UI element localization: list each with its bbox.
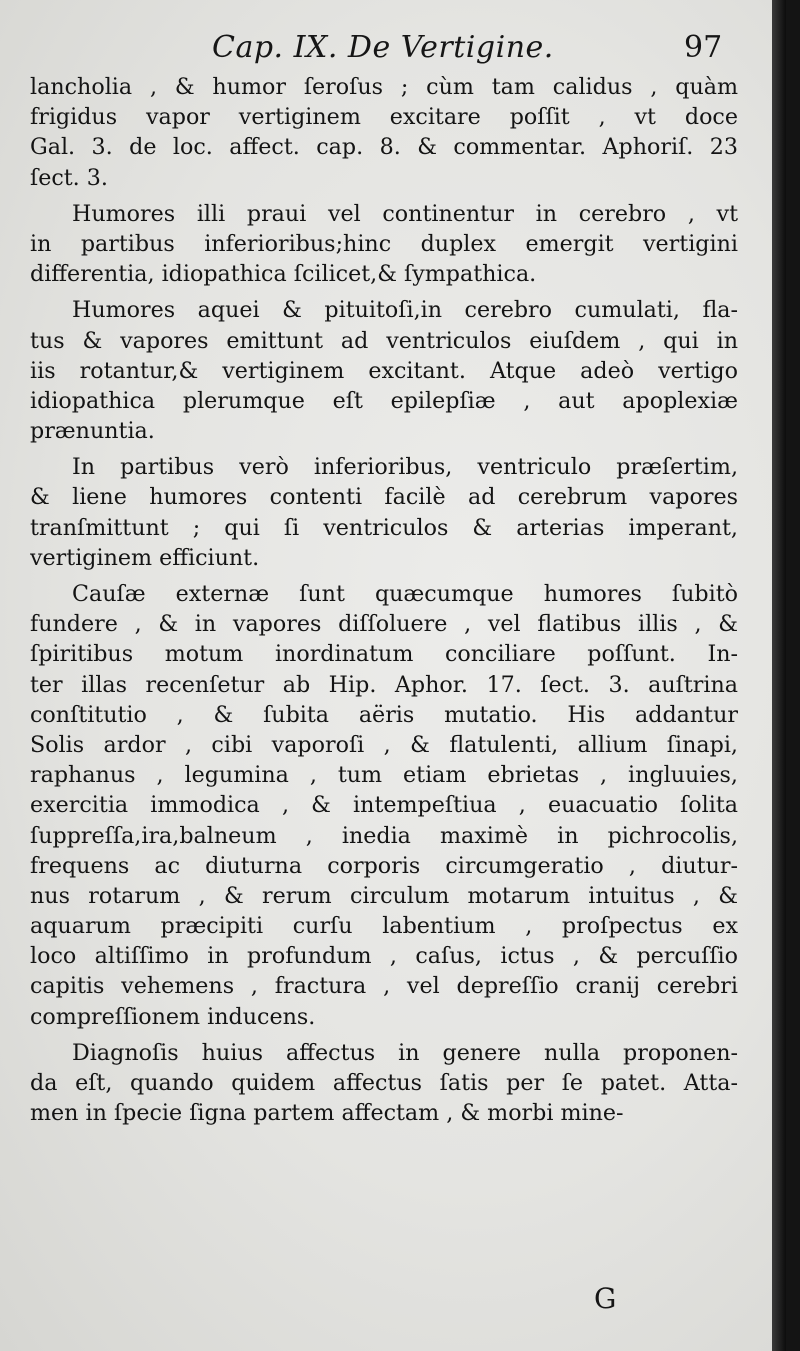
text-line: Humores illi praui vel continentur in cerebro , vt bbox=[72, 200, 738, 227]
text-line: In partibus verò inferioribus, ventriculo præſertim, bbox=[72, 454, 738, 481]
text-line: in partibus inferioribus;hinc duplex emergit vertigini bbox=[30, 230, 738, 257]
text-line: lancholia , & humor ſeroſus ; cùm tam calidus , quàm bbox=[30, 74, 738, 100]
page-edge-shadow bbox=[772, 0, 786, 1351]
text-line: vertiginem efficiunt. bbox=[30, 544, 260, 571]
text-line: ſect. 3. bbox=[30, 164, 108, 191]
text-line: ſpiritibus motum inordinatum conciliare poſſunt. In- bbox=[30, 641, 738, 668]
body-text bbox=[30, 72, 738, 1128]
text-line: iis rotantur,& vertiginem excitant. Atque adeò vertigo bbox=[30, 357, 738, 384]
paragraph bbox=[30, 72, 738, 193]
text-line: compreſſionem inducens. bbox=[30, 1003, 316, 1030]
text-line: men in ſpecie ſigna partem affectam , & morbi mine- bbox=[30, 1100, 624, 1127]
text-line: capitis vehemens , fractura , vel depreſſio cranij cerebri bbox=[30, 973, 738, 1000]
text-line: Cauſæ externæ ſunt quæcumque humores ſubitò bbox=[72, 581, 738, 607]
text-line: prænuntia. bbox=[30, 418, 155, 445]
text-line: aquarum præcipiti curſu labentium , proſpectus ex bbox=[30, 913, 738, 940]
text-line: fundere , & in vapores diſſoluere , vel flatibus illis , & bbox=[30, 611, 738, 638]
text-line: Gal. 3. de loc. affect. cap. 8. & commentar. Aphoriſ. 23 bbox=[30, 134, 738, 161]
page-number: 97 bbox=[684, 30, 723, 65]
paragraph bbox=[30, 1038, 738, 1129]
text-line: Diagnoſis huius affectus in genere nulla proponen- bbox=[72, 1039, 738, 1066]
running-head: Cap. IX. De Vertigine. bbox=[212, 30, 554, 65]
text-line: da eſt, quando quidem affectus ſatis per ſe patet. Atta- bbox=[30, 1070, 738, 1096]
text-line: raphanus , legumina , tum etiam ebrietas , ingluuies, bbox=[30, 762, 738, 789]
text-line: Humores aquei & pituitoſi,in cerebro cumulati, fla- bbox=[72, 297, 738, 324]
text-line: conſtitutio , & ſubita aëris mutatio. His addantur bbox=[30, 701, 738, 728]
text-line: ter illas recenſetur ab Hip. Aphor. 17. ſect. 3. auſtrina bbox=[30, 671, 738, 698]
page-header bbox=[0, 30, 786, 70]
signature-mark: G bbox=[594, 1282, 617, 1315]
text-line: differentia, idiopathica ſcilicet,& ſympathica. bbox=[30, 261, 537, 288]
text-line: idiopathica plerumque eſt epilepſiæ , aut apoplexiæ bbox=[30, 387, 738, 414]
text-line: ſuppreſſa,ira,balneum , inedia maximè in pichrocolis, bbox=[30, 822, 738, 849]
text-line: exercitia immodica , & intempeſtiua , euacuatio ſolita bbox=[30, 792, 738, 819]
text-line: & liene humores contenti facilè ad cerebrum vapores bbox=[30, 484, 738, 511]
paragraph bbox=[30, 452, 738, 573]
text-line: tus & vapores emittunt ad ventriculos eiuſdem , qui in bbox=[30, 327, 738, 354]
text-line: loco altiſſimo in profundum , caſus, ictus , & percuſſio bbox=[30, 943, 738, 970]
paragraph bbox=[30, 295, 738, 446]
text-line: tranſmittunt ; qui ſi ventriculos & arterias imperant, bbox=[30, 514, 738, 541]
paragraph bbox=[30, 199, 738, 290]
text-line: frequens ac diuturna corporis circumgeratio , diutur- bbox=[30, 852, 738, 879]
paragraph bbox=[30, 579, 738, 1032]
text-line: Solis ardor , cibi vaporoſi , & flatulenti, allium ſinapi, bbox=[30, 731, 738, 758]
text-line: frigidus vapor vertiginem excitare poſſit , vt doce bbox=[30, 104, 738, 131]
text-line: nus rotarum , & rerum circulum motarum intuitus , & bbox=[30, 882, 738, 909]
